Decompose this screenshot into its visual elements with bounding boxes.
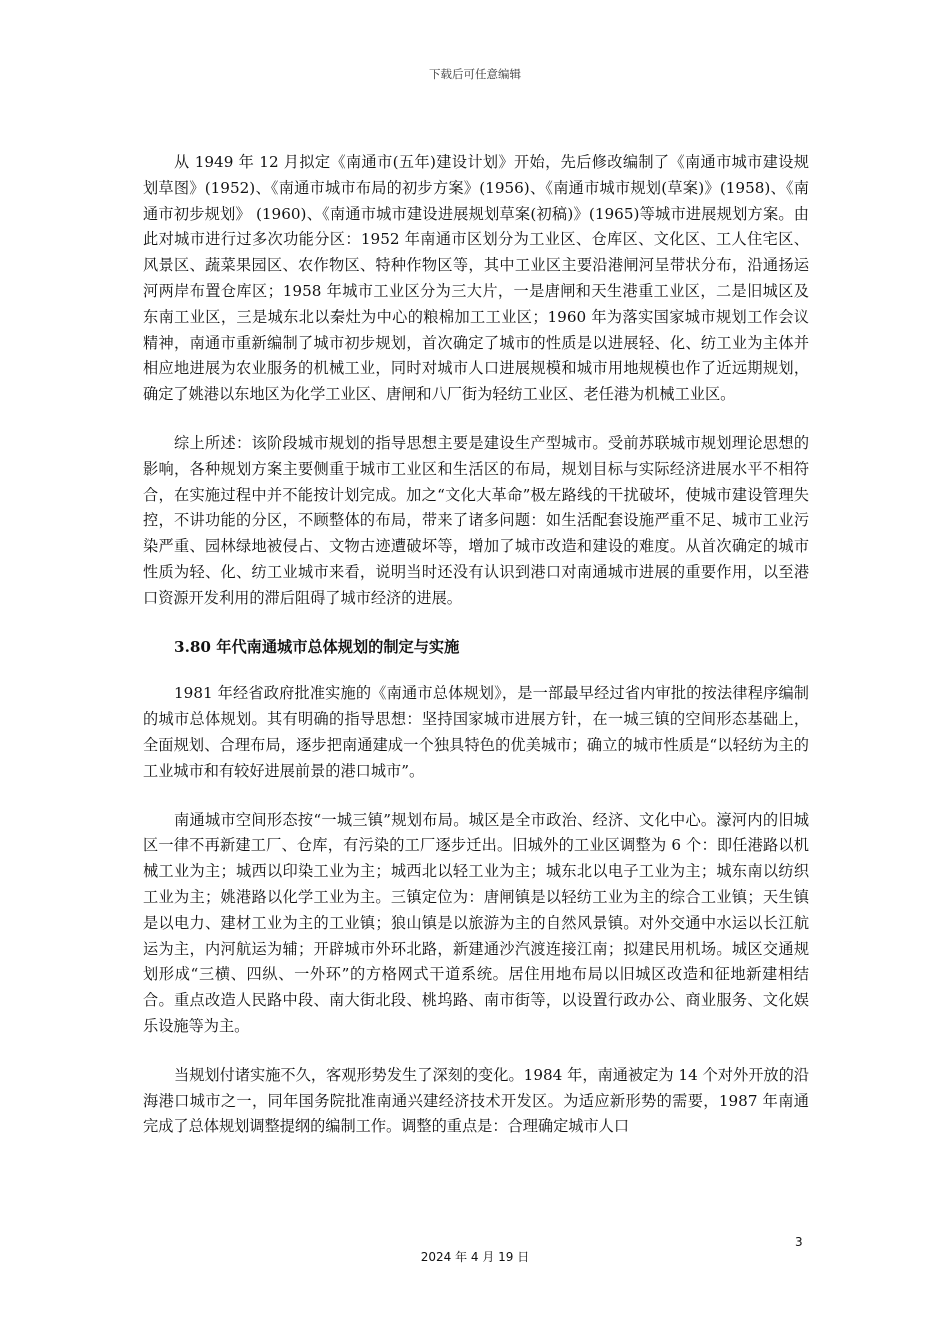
paragraph-4: 南通城市空间形态按“一城三镇”规划布局。城区是全市政治、经济、文化中心。濠河内的旧城区一律不再新建工厂、仓库，有污染的工厂逐步迁出。旧城外的工业区调整为 6 个：即任港路以机械工业为主；城西以印染工业为主；城西北以轻工业为主；城东北以电子工业为主；城东南以纺织工业为主；姚港路以化学工业为主。三镇定位为：唐闸镇是以轻纺工业为主的综合工业镇；天生镇是以电力、建材工业为主的工业镇；狼山镇是以旅游为主的自然风景镇。对外交通中水运以长江航运为主，内河航运为辅；开辟城市外环北路，新建通沙汽渡连接江南；拟建民用机场。城区交通规划形成“三横、四纵、一外环”的方格网式干道系统。居住用地布局以旧城区改造和征地新建相结合。重点改造人民路中段、南大街北段、桃坞路、南市街等，以设置行政办公、商业服务、文化娱乐设施等为主。 — [143, 810, 809, 1035]
paragraph-1: 从 1949 年 12 月拟定《南通市(五年)建设计划》开始，先后修改编制了《南通市城市建设规划草图》(1952)、《南通市城市布局的初步方案》(1956)、《南通市城市规划(草案)》(1958)、《南通市初步规划》 (1960)、《南通市城市建设进展规划草案(初稿)》(1965)等城市进展规划方案。由此对城市进行过多次功能分区：1952 年南通市区划分为工业区、仓库区、文化区、工人住宅区、风景区、蔬菜果园区、农作物区、特种作物区等，其中工业区主要沿港闸河呈带状分布，沿通扬运河两岸布置仓库区；1958 年城市工业区分为三大片，一是唐闸和天生港重工业区，二是旧城区及东南工业区，三是城东北以秦灶为中心的粮棉加工工业区；1960 年为落实国家城市规划工作会议精神，南通市重新编制了城市初步规划，首次确定了城市的性质是以进展轻、化、纺工业为主体并相应地进展为农业服务的机械工业，同时对城市人口进展规模和城市用地规模也作了近远期规划，确定了姚港以东地区为化学工业区、唐闸和八厂街为轻纺工业区、老任港为机械工业区。 — [143, 153, 809, 404]
document-body — [143, 150, 809, 1163]
paragraph-2: 综上所述：该阶段城市规划的指导思想主要是建设生产型城市。受前苏联城市规划理论思想的影响，各种规划方案主要侧重于城市工业区和生活区的布局，规划目标与实际经济进展水平不相符合，在实施过程中并不能按计划完成。加之“文化大革命”极左路线的干扰破坏，使城市建设管理失控，不讲功能的分区，不顾整体的布局，带来了诸多问题：如生活配套设施严重不足、城市工业污染严重、园林绿地被侵占、文物古迹遭破坏等，增加了城市改造和建设的难度。从首次确定的城市性质为轻、化、纺工业城市来看，说明当时还没有认识到港口对南通城市进展的重要作用，以至港口资源开发利用的滞后阻碍了城市经济的进展。 — [143, 433, 809, 607]
footer-date: 2024 年 4 月 19 日 — [420, 1250, 530, 1264]
section-heading: 3.80 年代南通城市总体规划的制定与实施 — [174, 637, 460, 656]
page-number: 3 — [795, 1235, 803, 1249]
page-header: 下载后可任意编辑 — [429, 67, 521, 81]
paragraph-5: 当规划付诸实施不久，客观形势发生了深刻的变化。1984 年，南通被定为 14 个对外开放的沿海港口城市之一，同年国务院批准南通兴建经济技术开发区。为适应新形势的需要，1987 年南通完成了总体规划调整提纲的编制工作。调整的重点是：合理确定城市人口 — [143, 1065, 809, 1136]
paragraph-3: 1981 年经省政府批准实施的《南通市总体规划》，是一部最早经过省内审批的按法律程序编制的城市总体规划。其有明确的指导思想：坚持国家城市进展方针，在一城三镇的空间形态基础上，全面规划、合理布局，逐步把南通建成一个独具特色的优美城市；确立的城市性质是“以轻纺为主的工业城市和有较好进展前景的港口城市”。 — [143, 684, 809, 780]
